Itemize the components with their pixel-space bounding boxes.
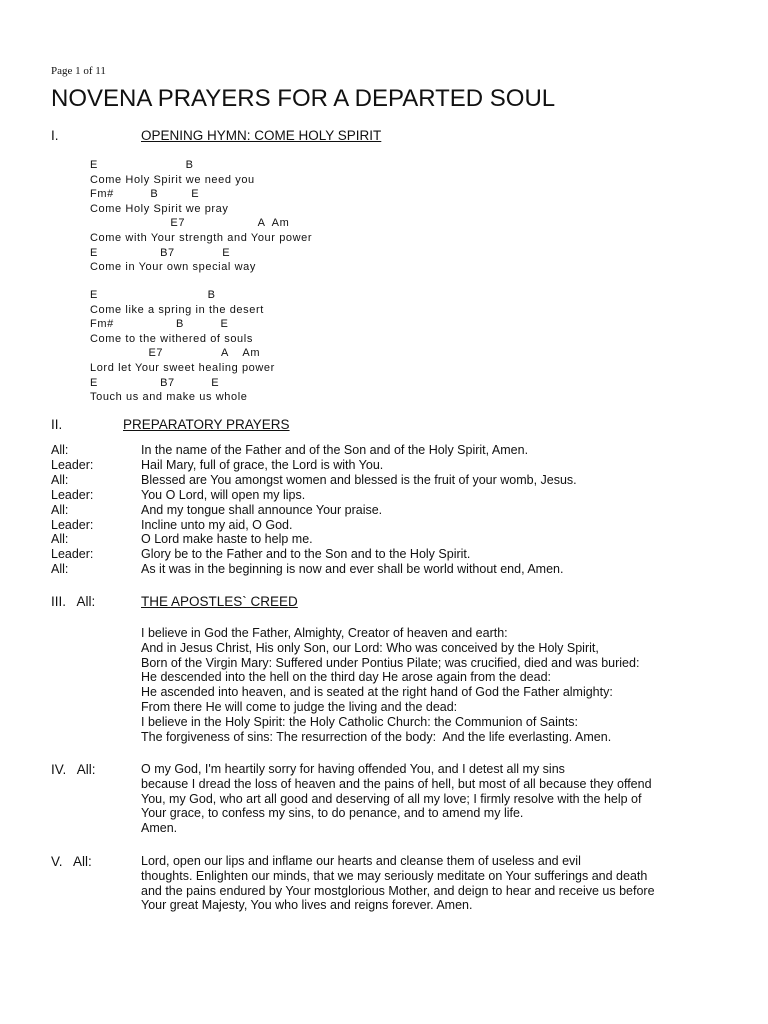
prayer-line: Hail Mary, full of grace, the Lord is with You. bbox=[141, 457, 384, 472]
section-1-title: OPENING HYMN: COME HOLY SPIRIT bbox=[141, 128, 382, 143]
hymn-line: Come like a spring in the desert bbox=[90, 303, 264, 316]
hymn-line: Fm# B E bbox=[90, 318, 229, 331]
hymn-line: Come Holy Spirit we need you bbox=[90, 173, 255, 186]
prayer-line: In the name of the Father and of the Son and of the Holy Spirit, Amen. bbox=[141, 443, 529, 457]
hymn-line: Come Holy Spirit we pray bbox=[90, 202, 229, 215]
speaker-label: All: bbox=[51, 472, 69, 487]
prayer-line: Incline unto my aid, O God. bbox=[141, 517, 293, 532]
speaker-label: Leader: bbox=[51, 487, 94, 502]
speaker-label: All: bbox=[51, 502, 69, 517]
prayer-line: Lord, open our lips and inflame our hearts and cleanse them of useless and evil bbox=[141, 854, 581, 868]
prayer-line: Your great Majesty, You who lives and reigns forever. Amen. bbox=[141, 898, 473, 913]
section-5-number: V. All: bbox=[51, 854, 92, 869]
page-number: Page 1 of 11 bbox=[51, 65, 106, 77]
section-4-number: IV. All: bbox=[51, 762, 96, 777]
hymn-line: E B7 E bbox=[90, 246, 231, 259]
creed-line: He descended into the hell on the third day He arose again from the dead: bbox=[141, 670, 551, 685]
hymn-line: Come to the withered of souls bbox=[90, 332, 253, 345]
creed-line: He ascended into heaven, and is seated at the right hand of God the Father almighty: bbox=[141, 685, 613, 700]
speaker-label: All: bbox=[51, 443, 69, 457]
prayer-line: You O Lord, will open my lips. bbox=[141, 487, 306, 502]
hymn-line: E B bbox=[90, 289, 216, 301]
creed-line: And in Jesus Christ, His only Son, our Lord: Who was conceived by the Holy Spirit, bbox=[141, 640, 599, 655]
section-1-number: I. bbox=[51, 128, 59, 143]
prayer-line: Blessed are You amongst women and blessed is the fruit of your womb, Jesus. bbox=[141, 472, 577, 487]
hymn-line: E7 A Am bbox=[90, 217, 290, 230]
creed-line: From there He will come to judge the living and the dead: bbox=[141, 699, 458, 714]
prayer-line: Amen. bbox=[141, 821, 178, 836]
prayer-line: As it was in the beginning is now and ever shall be world without end, Amen. bbox=[141, 562, 564, 577]
prayer-line: because I dread the loss of heaven and the pains of hell, but most of all because they offend bbox=[141, 776, 652, 791]
hymn-verse-2 bbox=[90, 288, 275, 405]
prayer-line: thoughts. Enlighten our minds, that we may seriously meditate on Your sufferings and death bbox=[141, 868, 648, 883]
speaker-label: Leader: bbox=[51, 547, 94, 562]
prayer-line: You, my God, who art all good and deserving of all my love; I firmly resolve with the help of bbox=[141, 791, 642, 806]
act-of-contrition-text bbox=[141, 762, 652, 836]
opening-prayer-text bbox=[141, 854, 655, 913]
prayer-line: Your grace, to confess my sins, to do penance, and to amend my life. bbox=[141, 806, 524, 821]
hymn-line: Fm# B E bbox=[90, 188, 200, 201]
hymn-line: E7 A Am bbox=[90, 347, 261, 360]
creed-line: Born of the Virgin Mary: Suffered under Pontius Pilate; was crucified, died and was buried: bbox=[141, 655, 640, 670]
section-3-title: THE APOSTLES` CREED bbox=[141, 594, 298, 609]
section-2-title: PREPARATORY PRAYERS bbox=[123, 417, 290, 432]
speaker-label: Leader: bbox=[51, 517, 94, 532]
prayer-line: O Lord make haste to help me. bbox=[141, 532, 313, 547]
hymn-line: E B7 E bbox=[90, 376, 220, 389]
prayer-line: O my God, I'm heartily sorry for having offended You, and I detest all my sins bbox=[141, 762, 565, 776]
speaker-label: Leader: bbox=[51, 457, 94, 472]
prayer-line: And my tongue shall announce Your praise. bbox=[141, 502, 383, 517]
creed-line: I believe in God the Father, Almighty, Creator of heaven and earth: bbox=[141, 626, 508, 640]
hymn-line: E B bbox=[90, 159, 194, 171]
section-3-number: III. All: bbox=[51, 594, 96, 609]
hymn-line: Come in Your own special way bbox=[90, 261, 256, 274]
hymn-line: Lord let Your sweet healing power bbox=[90, 361, 275, 374]
speaker-label: All: bbox=[51, 532, 69, 547]
apostles-creed-text bbox=[141, 626, 639, 744]
speaker-label: All: bbox=[51, 562, 69, 577]
prayer-line: Glory be to the Father and to the Son and to the Holy Spirit. bbox=[141, 547, 471, 562]
prayer-line: and the pains endured by Your mostglorious Mother, and deign to hear and receive us before bbox=[141, 883, 655, 898]
section-2-number: II. bbox=[51, 417, 63, 432]
hymn-line: Come with Your strength and Your power bbox=[90, 231, 313, 244]
creed-line: I believe in the Holy Spirit: the Holy Catholic Church: the Communion of Saints: bbox=[141, 714, 579, 729]
document-title: NOVENA PRAYERS FOR A DEPARTED SOUL bbox=[51, 85, 556, 112]
hymn-line: Touch us and make us whole bbox=[90, 391, 248, 404]
hymn-verse-1 bbox=[90, 158, 312, 275]
creed-line: The forgiveness of sins: The resurrection of the body: And the life everlasting. Amen. bbox=[141, 729, 612, 744]
